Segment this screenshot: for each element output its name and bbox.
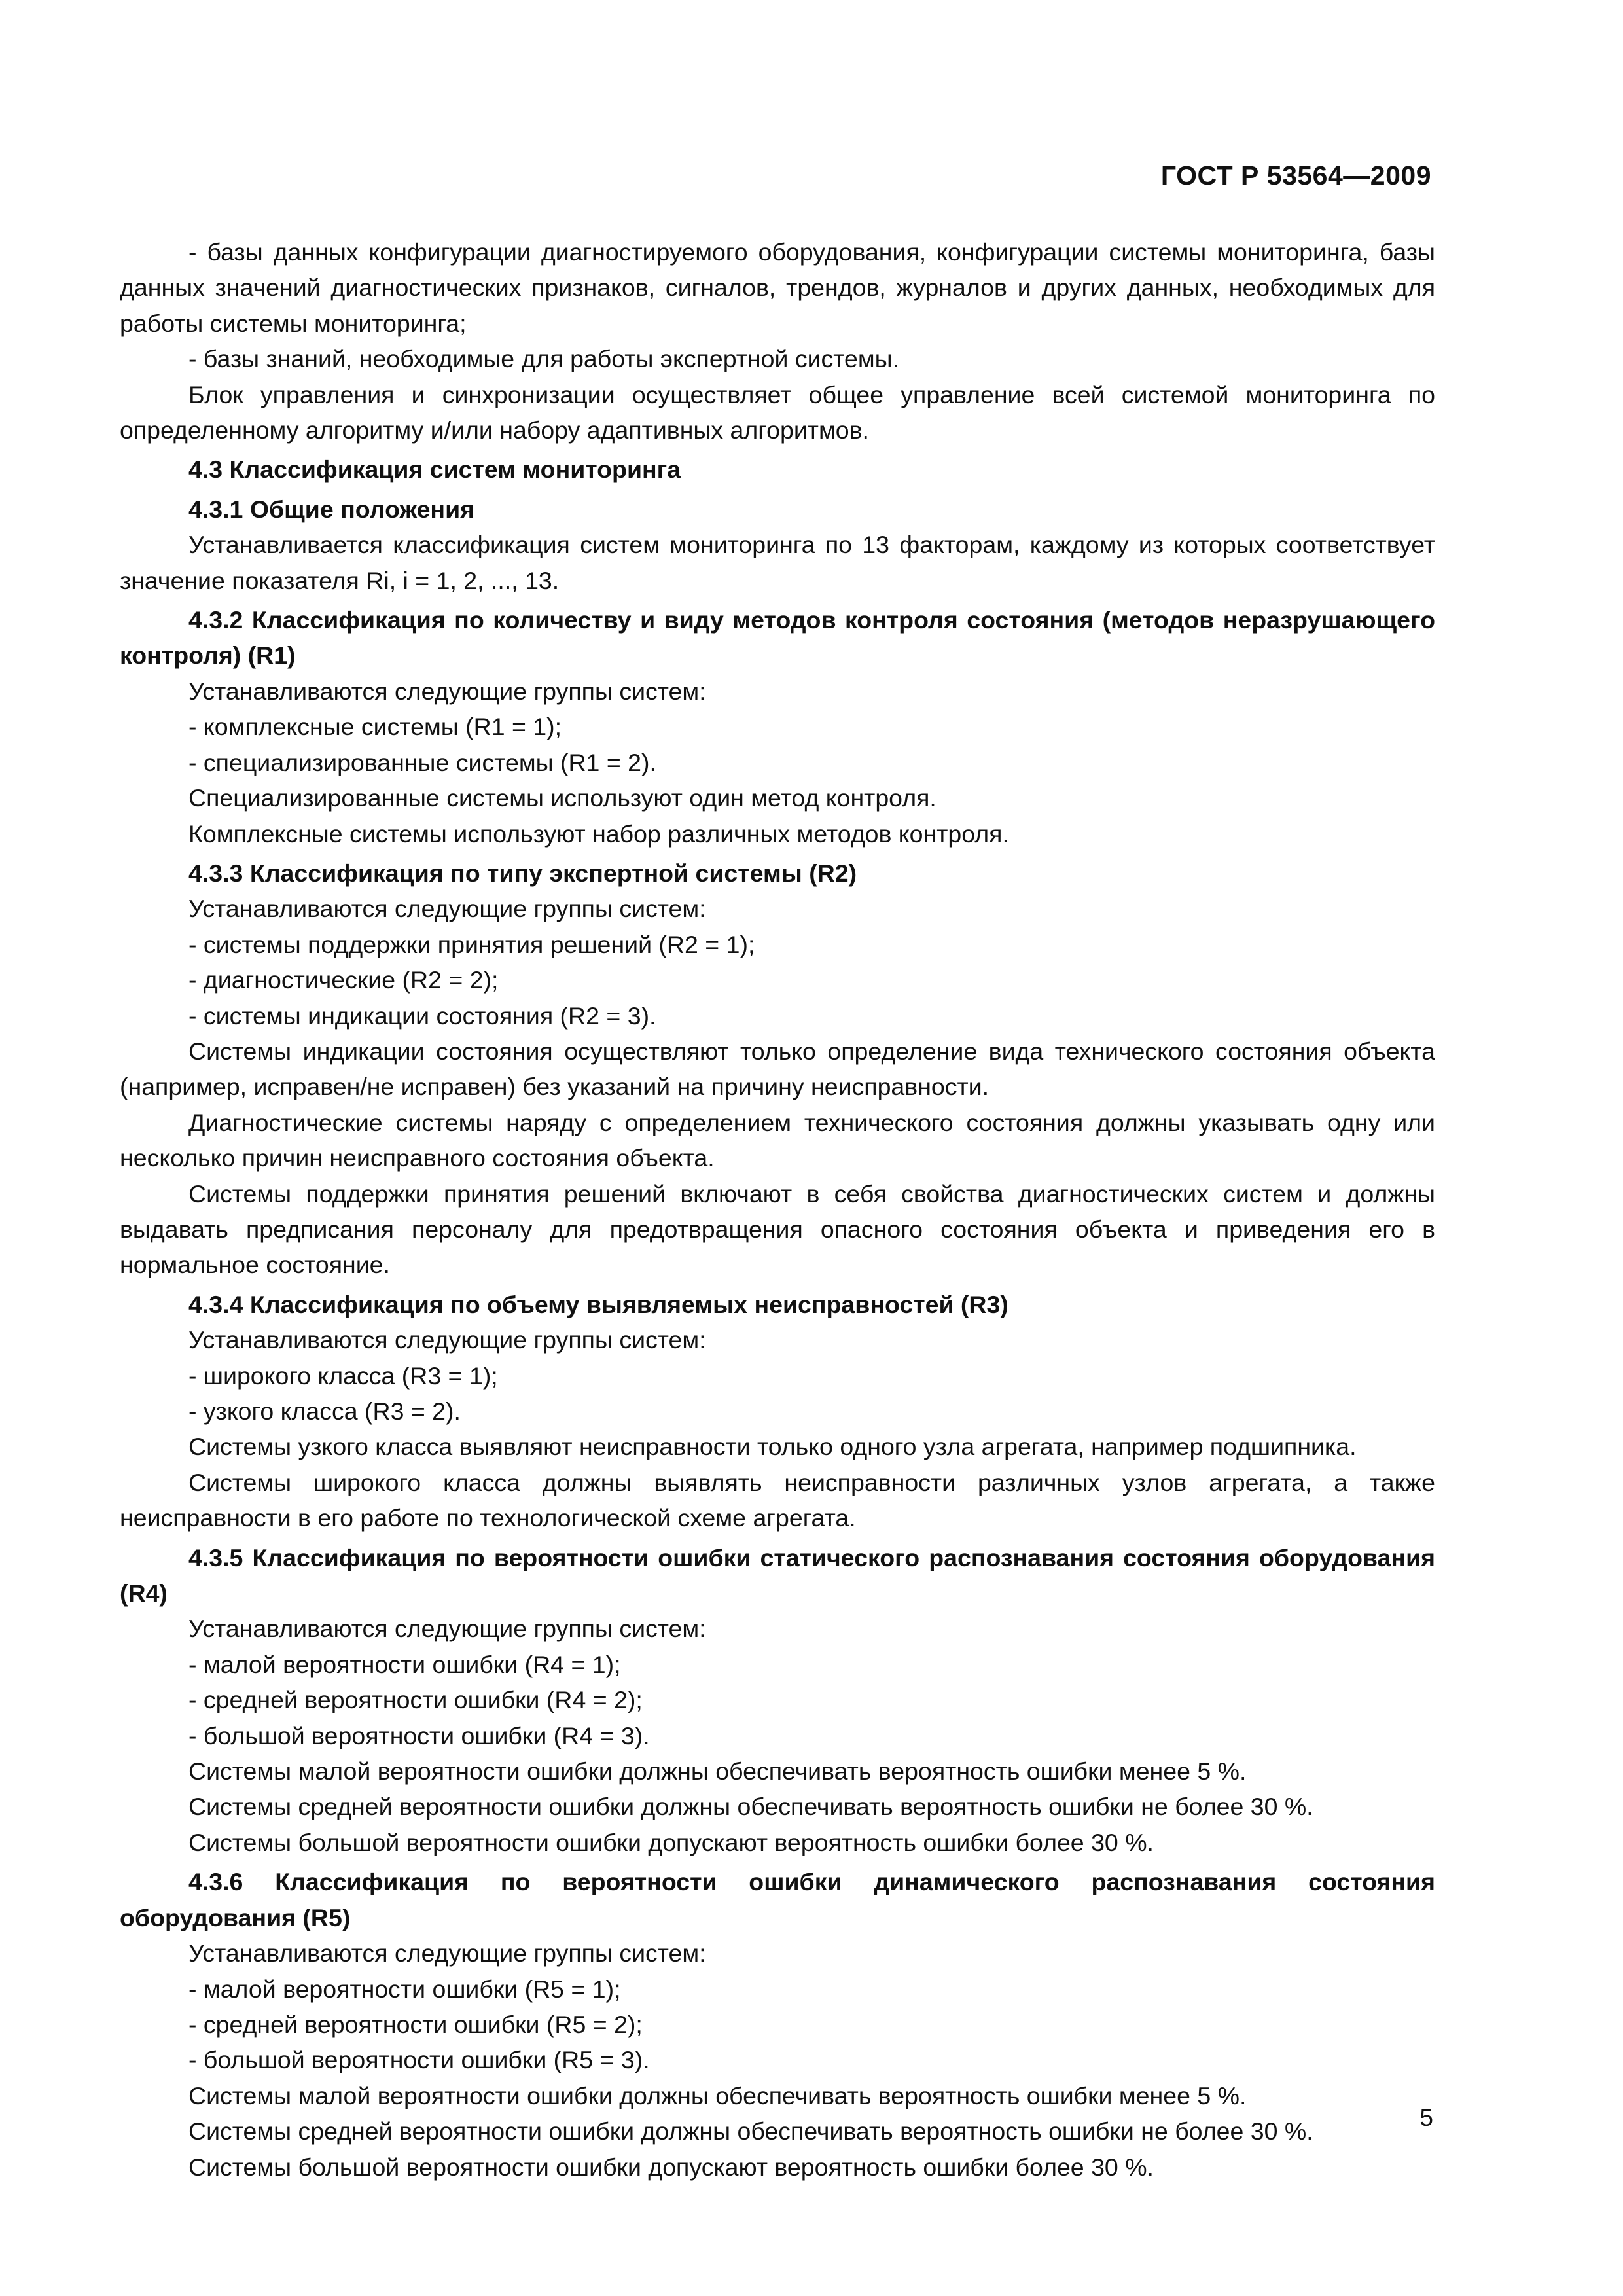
list-item: - комплексные системы (R1 = 1); (188, 713, 562, 741)
section-heading: 4.3.2 Классификация по количеству и виду методов контроля состояния (методов неразрушающего контроля) (R1) (120, 606, 1435, 670)
paragraph: Специализированные системы используют один метод контроля. (188, 784, 936, 812)
section-heading: 4.3.5 Классификация по вероятности ошибки статического распознавания состояния оборудования (R4) (120, 1543, 1435, 1607)
list-item: - диагностические (R2 = 2); (188, 966, 499, 994)
paragraph: Диагностические системы наряду с определением технического состояния должны указывать одну или несколько причин неисправного состояния объекта. (120, 1108, 1435, 1172)
page-number: 5 (1419, 2104, 1433, 2131)
list-item: - системы индикации состояния (R2 = 3). (188, 1001, 656, 1030)
document-body (120, 234, 1435, 2185)
list-item: - большой вероятности ошибки (R4 = 3). (188, 1721, 650, 1749)
list-item: - специализированные системы (R1 = 2). (188, 748, 656, 776)
paragraph: Системы индикации состояния осуществляют только определение вида технического состояния объекта (например, исправен/не исправен) без указаний на причину неисправности. (120, 1037, 1435, 1101)
paragraph: Системы средней вероятности ошибки должны обеспечивать вероятность ошибки не более 30 %. (188, 1793, 1313, 1821)
list-item: - средней вероятности ошибки (R5 = 2); (188, 2010, 643, 2038)
paragraph: Системы большой вероятности ошибки допускают вероятность ошибки более 30 %. (188, 1828, 1154, 1856)
list-item: - узкого класса (R3 = 2). (188, 1397, 461, 1425)
paragraph: Системы малой вероятности ошибки должны обеспечивать вероятность ошибки менее 5 %. (188, 1757, 1247, 1785)
paragraph: Системы узкого класса выявляют неисправности только одного узла агрегата, например подшипника. (188, 1433, 1357, 1461)
paragraph: Устанавливаются следующие группы систем: (188, 677, 706, 705)
list-item: - малой вероятности ошибки (R4 = 1); (188, 1650, 621, 1678)
paragraph: Устанавливаются следующие группы систем: (188, 895, 706, 923)
paragraph: Комплексные системы используют набор различных методов контроля. (188, 819, 1009, 848)
section-heading: 4.3.1 Общие положения (188, 495, 475, 523)
paragraph: Устанавливаются следующие группы систем: (188, 1939, 706, 1967)
paragraph: Устанавливаются следующие группы систем: (188, 1615, 706, 1643)
list-item: - большой вероятности ошибки (R5 = 3). (188, 2046, 650, 2074)
paragraph: Системы широкого класса должны выявлять неисправности различных узлов агрегата, а также неисправности в его работе по технологической схеме агрегата. (120, 1468, 1435, 1532)
paragraph: Системы поддержки принятия решений включают в себя свойства диагностических систем и должны выдавать предписания персоналу для предотвращения опасного состояния объекта и приведения его в нормальное состояние. (120, 1179, 1435, 1279)
paragraph: Устанавливается классификация систем мониторинга по 13 факторам, каждому из которых соответствует значение показателя Ri, i = 1, 2, ..., 13. (120, 531, 1435, 594)
section-heading: 4.3.4 Классификация по объему выявляемых неисправностей (R3) (188, 1290, 1008, 1318)
paragraph: - базы знаний, необходимые для работы экспертной системы. (188, 345, 900, 373)
section-heading: 4.3 Классификация систем мониторинга (188, 456, 681, 484)
paragraph: Системы малой вероятности ошибки должны обеспечивать вероятность ошибки менее 5 %. (188, 2081, 1247, 2109)
list-item: - системы поддержки принятия решений (R2 = 1); (188, 930, 755, 958)
paragraph: - базы данных конфигурации диагностируемого оборудования, конфигурации системы мониторинга, базы данных значений диагностических признаков, сигналов, трендов, журналов и других данных, необходимых для работы системы мониторинга; (120, 238, 1435, 337)
list-item: - малой вероятности ошибки (R5 = 1); (188, 1975, 621, 2003)
paragraph: Системы большой вероятности ошибки допускают вероятность ошибки более 30 %. (188, 2153, 1154, 2181)
document-header-id: ГОСТ Р 53564—2009 (1160, 160, 1431, 190)
section-heading: 4.3.6 Классификация по вероятности ошибки динамического распознавания состояния оборудования (R5) (120, 1868, 1435, 1931)
list-item: - широкого класса (R3 = 1); (188, 1361, 498, 1390)
paragraph: Блок управления и синхронизации осуществляет общее управление всей системой мониторинга по определенному алгоритму и/или набору адаптивных алгоритмов. (120, 380, 1435, 444)
section-heading: 4.3.3 Классификация по типу экспертной системы (R2) (188, 859, 857, 887)
list-item: - средней вероятности ошибки (R4 = 2); (188, 1686, 643, 1714)
paragraph: Устанавливаются следующие группы систем: (188, 1326, 706, 1354)
paragraph: Системы средней вероятности ошибки должны обеспечивать вероятность ошибки не более 30 %. (188, 2117, 1313, 2145)
